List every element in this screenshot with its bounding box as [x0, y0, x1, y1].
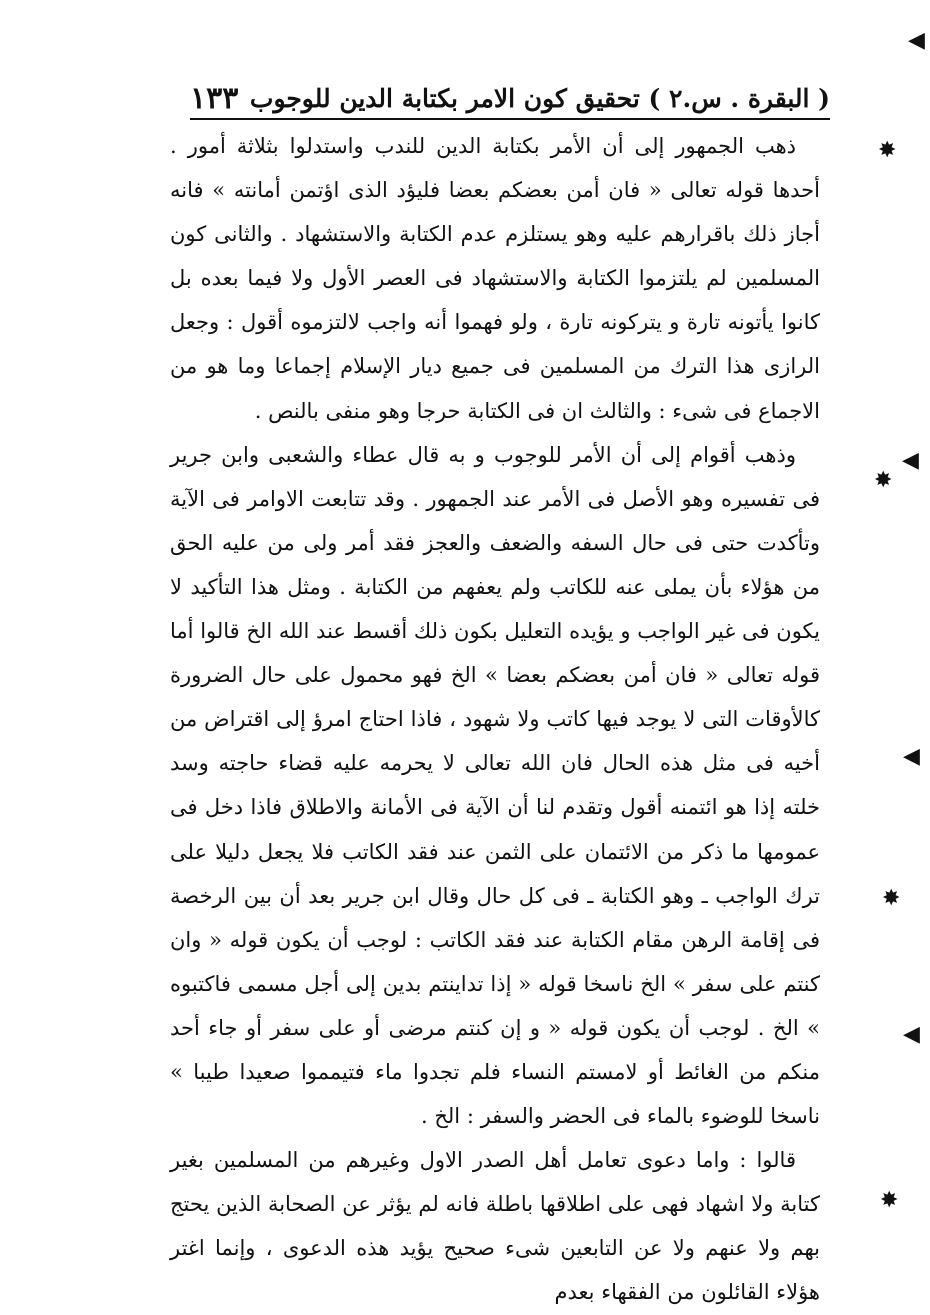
- margin-mark-icon: ✸: [882, 886, 901, 911]
- margin-mark-icon: ◀: [902, 448, 919, 473]
- margin-mark-icon: ◀: [903, 1022, 920, 1047]
- margin-mark-icon: ✸: [874, 468, 893, 493]
- margin-mark-icon: ✸: [878, 138, 897, 163]
- body-text: [170, 124, 820, 1315]
- page-number: ١٣٣: [190, 80, 239, 116]
- margin-mark-icon: ◀: [903, 744, 920, 769]
- paragraph: ذهب الجمهور إلى أن الأمر بكتابة الدين للندب واستدلوا بثلاثة أمور . أحدها قوله تعالى « فان أمن بعضكم بعضا فليؤد الذى اؤتمن أمانته » فانه أجاز ذلك باقرارهم عليه وهو يستلزم عدم الكتابة والاستشهاد . والثانى كون المسلمين لم يلتزموا الكتابة والاستشهاد فى العصر الأول ولا فيما بعده بل كانوا يأتونه تارة و يتركونه تارة ، ولو فهموا أنه واجب لالتزموه أقول : وجعل الرازى هذا الترك من المسلمين فى جميع ديار الإسلام إجماعا وما هو من الاجماع فى شىء : والثالث ان فى الكتابة حرجا وهو منفى بالنص .: [170, 134, 820, 423]
- header-title: ( البقرة . س.٢ ) تحقيق كون الامر بكتابة الدين للوجوب: [249, 83, 830, 113]
- margin-mark-icon: ✸: [880, 1188, 899, 1213]
- paragraph: وذهب أقوام إلى أن الأمر للوجوب و به قال عطاء والشعبى وابن جرير فى تفسيره وهو الأصل فى الأمر عند الجمهور . وقد تتابعت الاوامر فى الآية وتأكدت حتى فى حال السفه والضعف والعجز فقد أمر ولى من عليه الحق من هؤلاء بأن يملى عنه للكاتب ولم يعفهم من الكتابة . ومثل هذا التأكيد لا يكون فى غير الواجب و يؤيده التعليل بكون ذلك أقسط عند الله الخ قالوا أما قوله تعالى « فان أمن بعضكم بعضا » الخ فهو محمول على حال الضرورة كالأوقات التى لا يوجد فيها كاتب ولا شهود ، فاذا احتاج امرؤ إلى اقتراض من أخيه فى مثل هذه الحال فان الله تعالى لا يحرمه عليه قضاء حاجته وسد خلته إذا هو ائتمنه أقول وتقدم لنا أن الآية فى الأمانة والاطلاق فاذا دخل فى عمومها ما ذكر من الائتمان على الثمن عند فقد الكاتب فلا يجعل دليلا على ترك الواجب ـ وهو الكتابة ـ فى كل حال وقال ابن جرير بعد أن بين الرخصة فى إقامة الرهن مقام الكتابة عند فقد الكاتب : لوجب أن يكون قوله « وان كنتم على سفر » الخ ناسخا قوله « إذا تداينتم بدين إلى أجل مسمى فاكتبوه » الخ . لوجب أن يكون قوله « و إن كنتم مرضى أو على سفر أو جاء أحد منكم من الغائط أو لامستم النساء فلم تجدوا ماء فتيمموا صعيدا طيبا » ناسخا للوضوء بالماء فى الحضر والسفر : الخ .: [170, 442, 820, 1129]
- paragraph: قالوا : واما دعوى تعامل أهل الصدر الاول وغيرهم من المسلمين بغير كتابة ولا اشهاد فهى على اطلاقها باطلة فانه لم يؤثر عن الصحابة الذين يحتج بهم ولا عنهم ولا عن التابعين شىء صحيح يؤيد هذه الدعوى ، وإنما اغتر هؤلاء القائلون من الفقهاء بعدم: [170, 1148, 820, 1305]
- margin-mark-icon: ◀: [908, 28, 925, 53]
- running-header: [190, 78, 830, 120]
